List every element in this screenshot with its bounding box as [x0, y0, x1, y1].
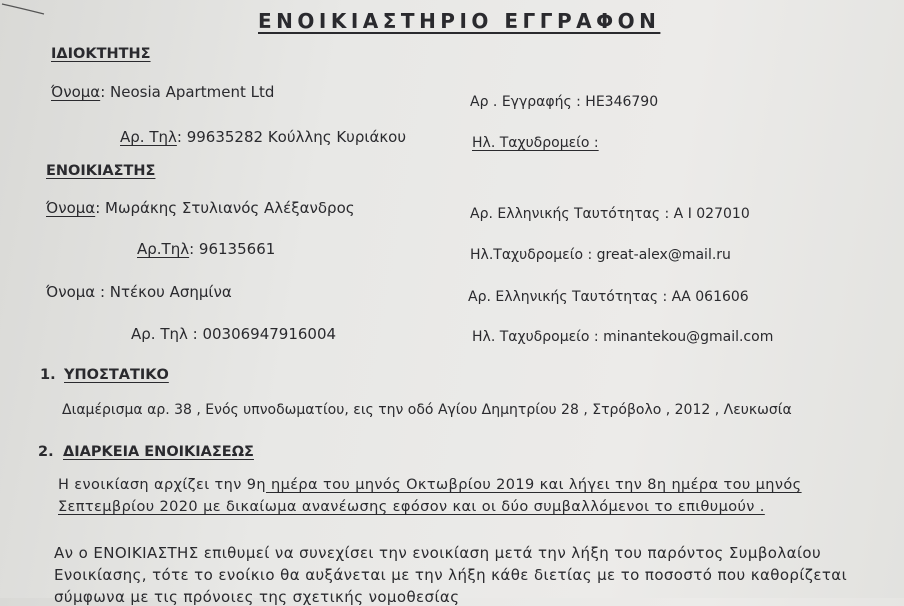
section2-number: 2.	[38, 444, 54, 460]
tenant1-phone-label: Αρ.Τηλ	[137, 240, 190, 258]
owner-name-row	[51, 83, 274, 101]
owner-phone-value: : 99635282 Κούλλης Κυριάκου	[176, 128, 407, 146]
tenant1-name-label: Όνομα	[46, 199, 96, 217]
section2-line1-plain: Η ενοικίαση αρχίζει την 9η	[58, 477, 266, 493]
tenant2-name: Όνομα : Ντέκου Ασημίνα	[46, 283, 232, 301]
owner-registration: Αρ . Εγγραφής : HE346790	[470, 94, 659, 110]
tenant2-email: Ηλ. Ταχυδρομείο : minantekou@gmail.com	[472, 329, 774, 345]
owner-heading: ΙΔΙΟΚΤΗΤΗΣ	[51, 46, 151, 62]
section1-heading: ΥΠΟΣΤΑΤΙΚΟ	[64, 367, 169, 383]
tenant1-email: Ηλ.Ταχυδρομείο : great-alex@mail.ru	[470, 247, 731, 263]
section2-para2-line2: Ενοικίασης, τότε το ενοίκιο θα αυξάνεται με την λήξη κάθε διετίας με το ποσοστό που καθορίζεται	[54, 566, 848, 584]
section2-para2-line1: Αν ο ΕΝΟΙΚΙΑΣΤΗΣ επιθυμεί να συνεχίσει την ενοικίαση μετά την λήξη του παρόντος Συμβολαίου	[54, 544, 822, 562]
tenant-heading: ΕΝΟΙΚΙΑΣΤΗΣ	[46, 163, 156, 179]
tenant1-name-row	[46, 199, 355, 217]
tenant1-name-value: : Μωράκης Στυλιανός Αλέξανδρος	[95, 199, 355, 217]
section2-line1-underlined: ημέρα του μηνός Οκτωβρίου 2019 και λήγει την 8η ημέρα του μηνός	[265, 477, 802, 493]
section1-number: 1.	[40, 367, 56, 383]
tenant2-phone: Αρ. Τηλ : 00306947916004	[131, 325, 337, 343]
document-title: ΕΝΟΙΚΙΑΣΤΗΡΙΟ ΕΓΓΡΑΦΟΝ	[258, 9, 661, 33]
tenant1-phone-row	[137, 240, 275, 258]
owner-phone-row	[120, 128, 406, 146]
section1-text: Διαμέρισμα αρ. 38 , Ενός υπνοδωματίου, εις την οδό Αγίου Δημητρίου 28 , Στρόβολο , 2012 , Λευκωσία	[62, 402, 792, 418]
tenant2-id: Αρ. Ελληνικής Ταυτότητας : ΑΑ 061606	[468, 289, 749, 305]
owner-name-value: : Neosia Apartment Ltd	[100, 83, 275, 101]
section2-para2-line3: σύμφωνα με τις πρόνοιες της σχετικής νομοθεσίας	[54, 588, 460, 606]
tenant1-id: Αρ. Ελληνικής Ταυτότητας : Α Ι 027010	[470, 206, 750, 222]
section2-line1	[58, 477, 802, 493]
owner-email-label: Ηλ. Ταχυδρομείο :	[472, 135, 599, 151]
tenant1-phone-value: : 96135661	[189, 240, 276, 258]
owner-name-label: Όνομα	[51, 83, 101, 101]
pen-mark	[0, 0, 50, 20]
section2-line2: Σεπτεμβρίου 2020 με δικαίωμα ανανέωσης εφόσον και οι δύο συμβαλλόμενοι το επιθυμούν .	[58, 499, 765, 515]
owner-phone-label: Αρ. Τηλ	[120, 128, 177, 146]
section2-heading: ΔΙΑΡΚΕΙΑ ΕΝΟΙΚΙΑΣΕΩΣ	[63, 444, 254, 460]
